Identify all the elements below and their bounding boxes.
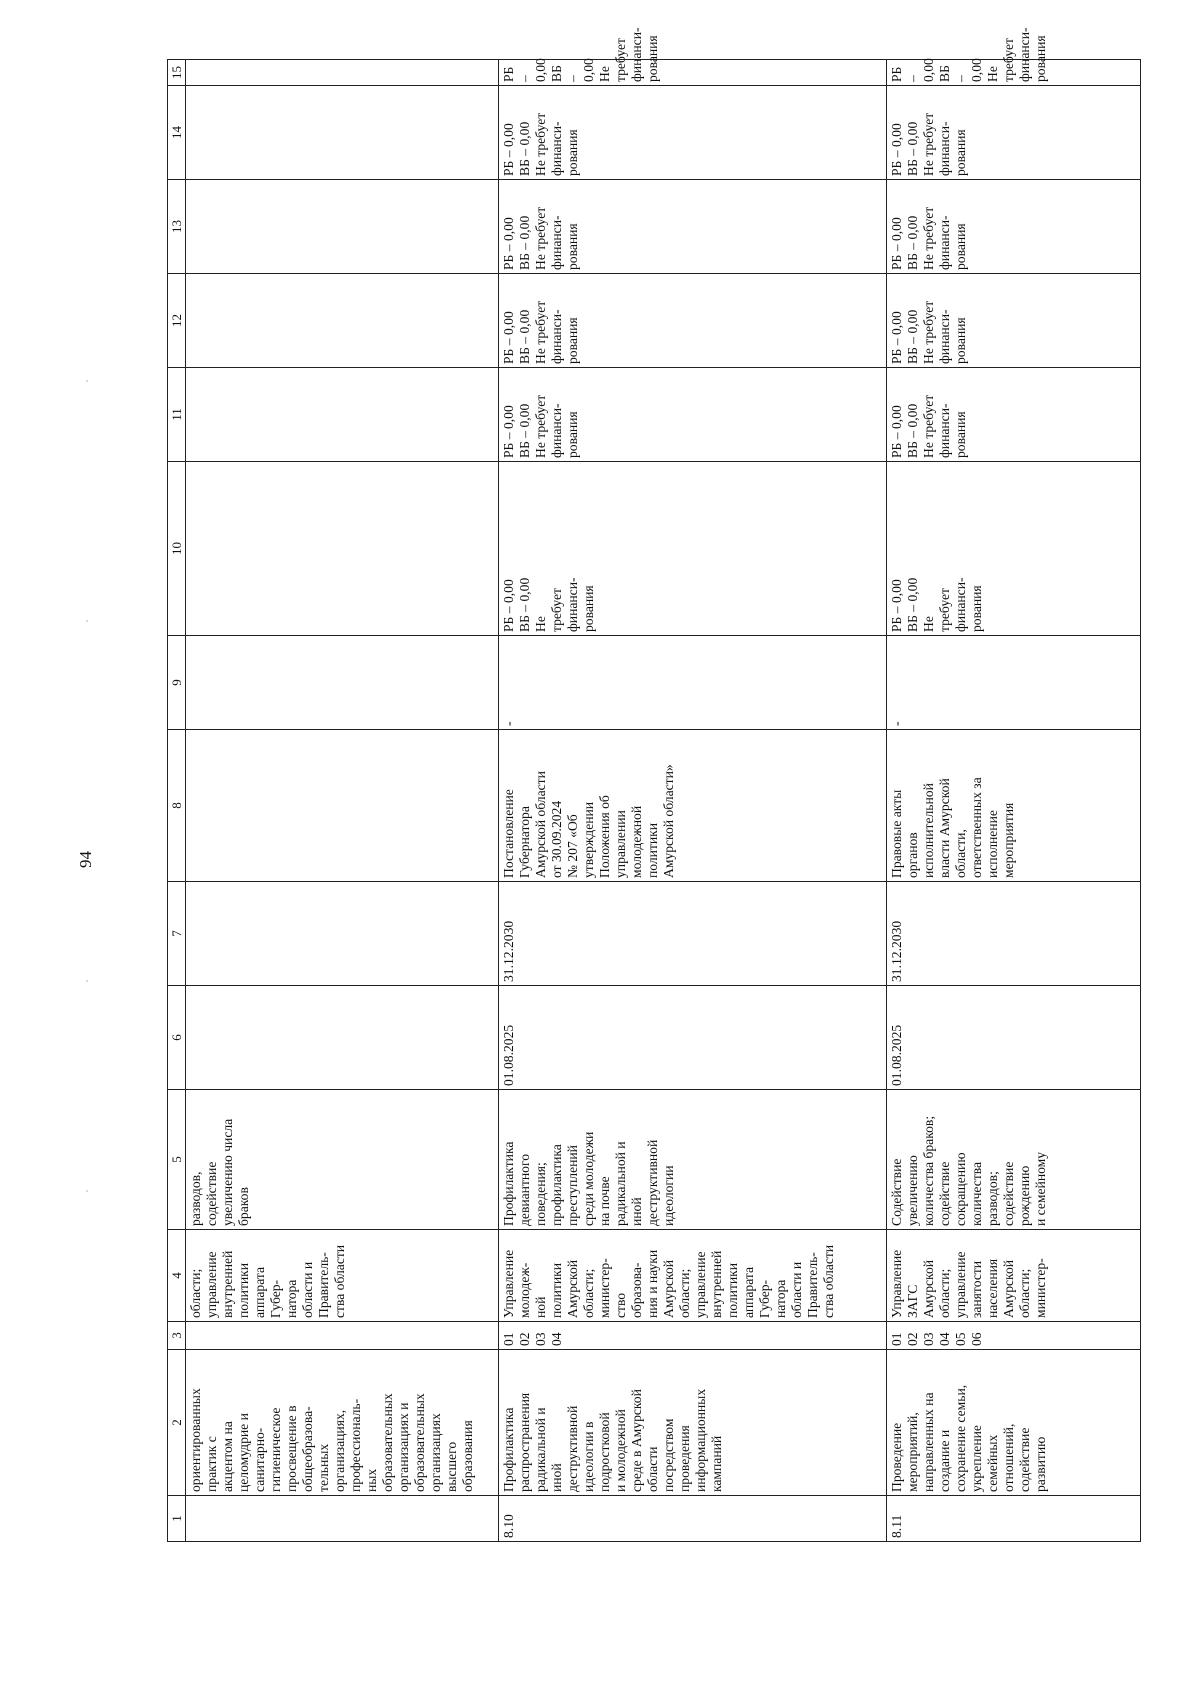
end-date <box>186 882 499 986</box>
column-number: 9 <box>168 636 186 730</box>
column-number: 6 <box>168 986 186 1090</box>
column-number: 10 <box>168 462 186 636</box>
column-number: 5 <box>168 1090 186 1230</box>
start-date <box>186 986 499 1090</box>
target-code: 06 <box>969 1332 984 1346</box>
start-date: 01.08.2025 <box>499 986 887 1090</box>
legal-act <box>186 730 499 882</box>
target-code: 04 <box>937 1332 952 1346</box>
activity-name: Проведение мероприятий, направленных на создание и сохранение семьи, укрепление семейных отношений, содействие развитию <box>887 1350 1141 1496</box>
column-number: 14 <box>168 86 186 180</box>
page-number: 94 <box>76 851 95 868</box>
activities-table <box>167 27 1141 1542</box>
funding-cell <box>186 462 499 636</box>
scan-speck <box>86 1190 88 1192</box>
table-row <box>499 60 887 1542</box>
funding-cell: РБ – 0,00 ВБ – 0,00 Не требует финанси- рования <box>887 180 1141 274</box>
row-number <box>186 1496 499 1542</box>
funding-cell <box>186 180 499 274</box>
column-number-row <box>168 60 186 1542</box>
funding-cell <box>186 368 499 462</box>
column-number: 1 <box>168 1496 186 1542</box>
target-code: 05 <box>953 1332 968 1346</box>
target-code: 04 <box>549 1332 564 1346</box>
funding-cell: РБ – 0,00 ВБ – 0,00 Не требует финанси- рования <box>499 60 887 86</box>
target-codes <box>887 1322 1141 1350</box>
expected-result: Профилактика девиантного поведения; профилактика преступлений среди молодежи на почве радикальной и иной деструктивной идеологии <box>499 1090 887 1230</box>
column-number: 3 <box>168 1322 186 1350</box>
legal-act: Постановление Губернатора Амурской области от 30.09.2024 № 207 «Об утверждении Положения об управлении молодежной политики Амурской области» <box>499 730 887 882</box>
executors: Управление молодеж- ной политики Амурской области; министер- ство образова- ния и науки Амурской области; управление внутренней политики аппарата Губер- натора области и Правитель- ства области <box>499 1230 887 1322</box>
target-code: 03 <box>533 1332 548 1346</box>
funding-cell <box>186 274 499 368</box>
funding-cell: РБ – 0,00 ВБ – 0,00 Не требует финанси- рования <box>499 462 887 636</box>
funding-cell: РБ – 0,00 ВБ – 0,00 Не требует финанси- рования <box>887 462 1141 636</box>
executors: Управление ЗАГС Амурской области; управление занятости населения Амурской области; министер- <box>887 1230 1141 1322</box>
column-number: 8 <box>168 730 186 882</box>
funding-cell <box>186 86 499 180</box>
target-codes <box>499 1322 887 1350</box>
column-number: 4 <box>168 1230 186 1322</box>
row-number: 8.10 <box>499 1496 887 1542</box>
expected-result: разводов, содействие увеличению числа браков <box>186 1090 499 1230</box>
funding-cell: РБ – 0,00 ВБ – 0,00 Не требует финанси- рования <box>499 86 887 180</box>
activity-name: ориентированных практик с акцентом на целомудрие и санитарно- гигиеническое просвещение в общеобразова- тельных организациях, профессиональ- ных образовательных организациях и образовательных организациях высшего образования <box>186 1350 499 1496</box>
end-date: 31.12.2030 <box>499 882 887 986</box>
funding-cell: РБ – 0,00 ВБ – 0,00 Не требует финанси- рования <box>887 274 1141 368</box>
funding-cell: РБ – 0,00 ВБ – 0,00 Не требует финанси- рования <box>887 60 1141 86</box>
column-number: 12 <box>168 274 186 368</box>
funding-cell: РБ – 0,00 ВБ – 0,00 Не требует финанси- рования <box>499 180 887 274</box>
row-number: 8.11 <box>887 1496 1141 1542</box>
column-number: 7 <box>168 882 186 986</box>
column-number: 11 <box>168 368 186 462</box>
end-date: 31.12.2030 <box>887 882 1141 986</box>
table-row <box>887 60 1141 1542</box>
funding-cell: РБ – 0,00 ВБ – 0,00 Не требует финанси- рования <box>499 274 887 368</box>
column-9-value <box>186 636 499 730</box>
scan-speck <box>86 380 88 382</box>
table-row <box>186 60 499 1542</box>
expected-result: Содействие увеличению количества браков; содействие сокращению количества разводов; содействие рождению и семейному <box>887 1090 1141 1230</box>
scan-speck <box>86 620 88 622</box>
funding-cell: РБ – 0,00 ВБ – 0,00 Не требует финанси- рования <box>887 86 1141 180</box>
target-code: 01 <box>889 1332 904 1346</box>
column-number: 2 <box>168 1350 186 1496</box>
target-code: 02 <box>905 1332 920 1346</box>
legal-act: Правовые акты органов исполнительной власти Амурской области, ответственных за исполнение мероприятия <box>887 730 1141 882</box>
target-code: 03 <box>921 1332 936 1346</box>
funding-cell: РБ – 0,00 ВБ – 0,00 Не требует финанси- рования <box>887 368 1141 462</box>
target-code: 02 <box>517 1332 532 1346</box>
funding-cell <box>186 60 499 86</box>
target-code: 01 <box>501 1332 516 1346</box>
activity-name: Профилактика распространения радикальной и иной деструктивной идеологии в подростковой и молодежной среде в Амурской области посредством проведения информационных кампаний <box>499 1350 887 1496</box>
column-number: 15 <box>168 60 186 86</box>
rotated-table-wrapper <box>167 27 1140 1542</box>
scan-speck <box>86 980 88 982</box>
funding-cell: РБ – 0,00 ВБ – 0,00 Не требует финанси- рования <box>499 368 887 462</box>
target-codes <box>186 1322 499 1350</box>
column-9-value: - <box>887 636 1141 730</box>
executors: области; управление внутренней политики аппарата Губер- натора области и Правитель- ства области <box>186 1230 499 1322</box>
start-date: 01.08.2025 <box>887 986 1141 1090</box>
column-9-value: - <box>499 636 887 730</box>
column-number: 13 <box>168 180 186 274</box>
